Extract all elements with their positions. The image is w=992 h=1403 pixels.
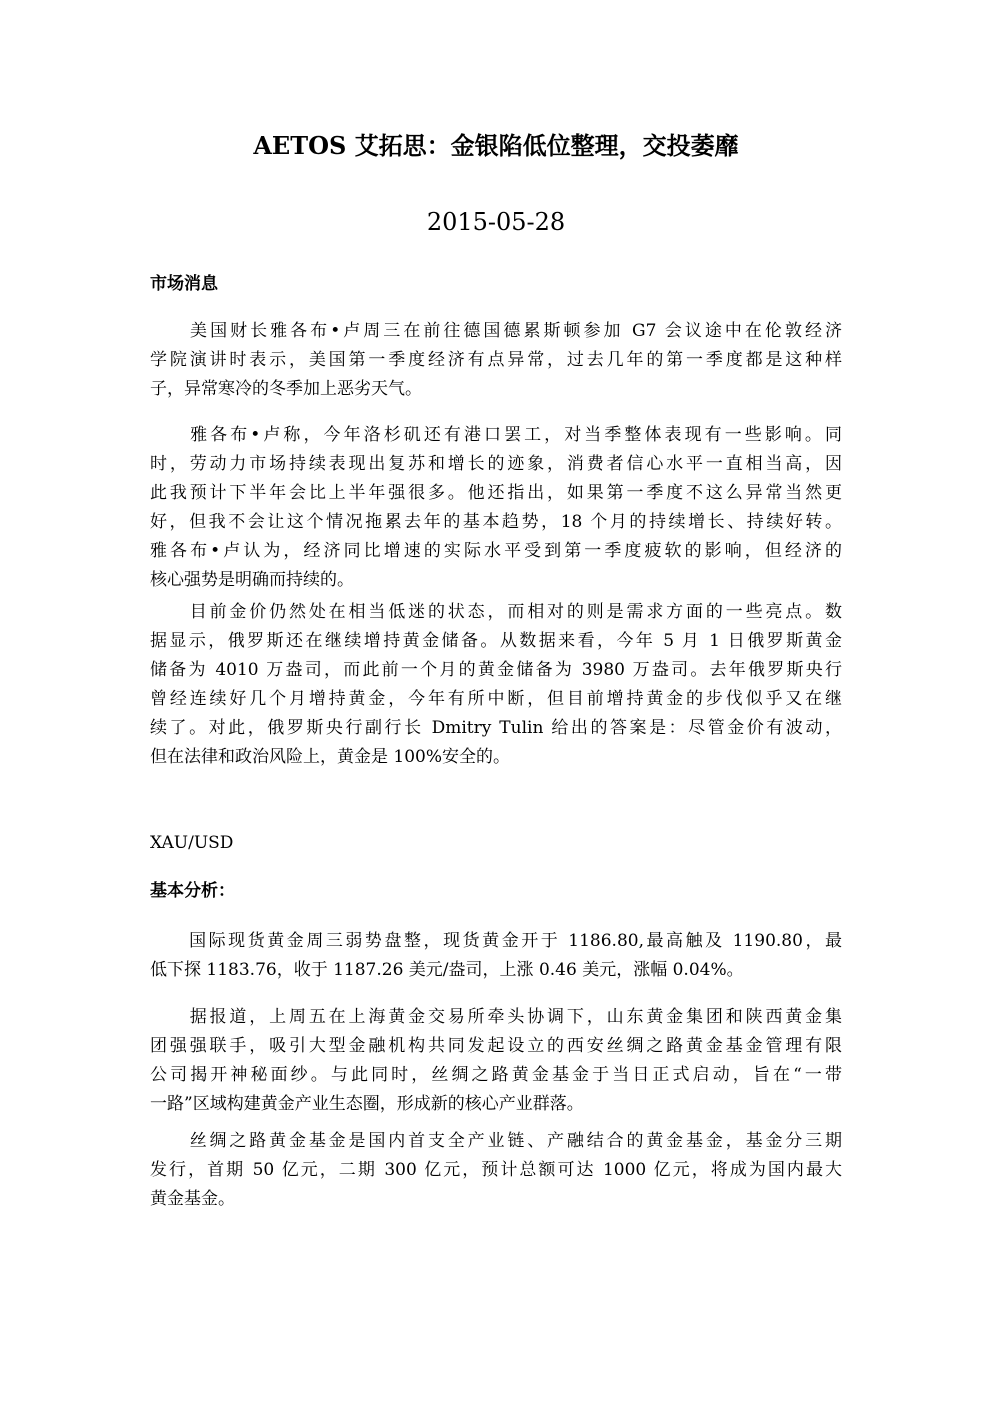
paragraph-line: 据报道，上周五在上海黄金交易所牵头协调下，山东黄金集团和陕西黄金集 — [150, 1007, 842, 1027]
paragraph — [150, 927, 842, 985]
paragraph-line: 目前金价仍然处在相当低迷的状态，而相对的则是需求方面的一些亮点。数 — [150, 602, 842, 622]
paragraph — [150, 317, 842, 404]
paragraph-line: 公司揭开神秘面纱。与此同时，丝绸之路黄金基金于当日正式启动，旨在“一带 — [150, 1065, 842, 1085]
paragraph-line: 发行，首期 50 亿元，二期 300 亿元，预计总额可达 1000 亿元，将成为国内最大 — [150, 1160, 842, 1180]
paragraph-line: 但在法律和政治风险上，黄金是 100%安全的。 — [150, 747, 511, 767]
paragraph-line: 续了。对此，俄罗斯央行副行长 Dmitry Tulin 给出的答案是：尽管金价有波动， — [150, 718, 842, 738]
paragraph-line: 国际现货黄金周三弱势盘整，现货黄金开于 1186.80,最高触及 1190.80，最 — [150, 931, 842, 951]
section-heading-market-news: 市场消息 — [150, 274, 218, 294]
paragraph-line: 学院演讲时表示，美国第一季度经济有点异常，过去几年的第一季度都是这种样 — [150, 350, 842, 370]
paragraph-line: 核心强势是明确而持续的。 — [150, 570, 354, 590]
paragraph-line: 团强强联手，吸引大型金融机构共同发起设立的西安丝绸之路黄金基金管理有限 — [150, 1036, 842, 1056]
document-title: AETOS 艾拓思：金银陷低位整理，交投萎靡 — [253, 131, 739, 160]
paragraph — [150, 421, 842, 595]
paragraph — [150, 1127, 842, 1214]
section-heading-xauusd: XAU/USD — [150, 833, 234, 853]
paragraph-line: 此我预计下半年会比上半年强很多。他还指出，如果第一季度不这么异常当然更 — [150, 483, 842, 503]
paragraph-line: 储备为 4010 万盎司，而此前一个月的黄金储备为 3980 万盎司。去年俄罗斯央行 — [150, 660, 842, 680]
paragraph-line: 据显示，俄罗斯还在继续增持黄金储备。从数据来看，今年 5 月 1 日俄罗斯黄金 — [150, 631, 842, 651]
paragraph-line: 子，异常寒冷的冬季加上恶劣天气。 — [150, 379, 422, 399]
paragraph-line: 美国财长雅各布•卢周三在前往德国德累斯顿参加 G7 会议途中在伦敦经济 — [150, 321, 842, 341]
paragraph — [150, 1003, 842, 1119]
document-date: 2015-05-28 — [426, 208, 566, 236]
paragraph-line: 雅各布•卢称，今年洛杉矶还有港口罢工，对当季整体表现有一些影响。同 — [150, 425, 842, 445]
paragraph-line: 黄金基金。 — [150, 1189, 235, 1209]
paragraph-line: 曾经连续好几个月增持黄金，今年有所中断，但目前增持黄金的步伐似乎又在继 — [150, 689, 842, 709]
paragraph-line: 好，但我不会让这个情况拖累去年的基本趋势，18 个月的持续增长、持续好转。 — [150, 512, 842, 532]
paragraph-line: 低下探 1183.76，收于 1187.26 美元/盎司，上涨 0.46 美元，涨幅 0.04%。 — [150, 960, 744, 980]
section-heading-fundamental-analysis: 基本分析： — [150, 881, 235, 901]
paragraph — [150, 598, 842, 772]
paragraph-line: 一路”区域构建黄金产业生态圈，形成新的核心产业群落。 — [150, 1094, 584, 1114]
paragraph-line: 丝绸之路黄金基金是国内首支全产业链、产融结合的黄金基金，基金分三期 — [150, 1131, 842, 1151]
paragraph-line: 时，劳动力市场持续表现出复苏和增长的迹象，消费者信心水平一直相当高，因 — [150, 454, 842, 474]
paragraph-line: 雅各布•卢认为，经济同比增速的实际水平受到第一季度疲软的影响，但经济的 — [150, 541, 842, 561]
